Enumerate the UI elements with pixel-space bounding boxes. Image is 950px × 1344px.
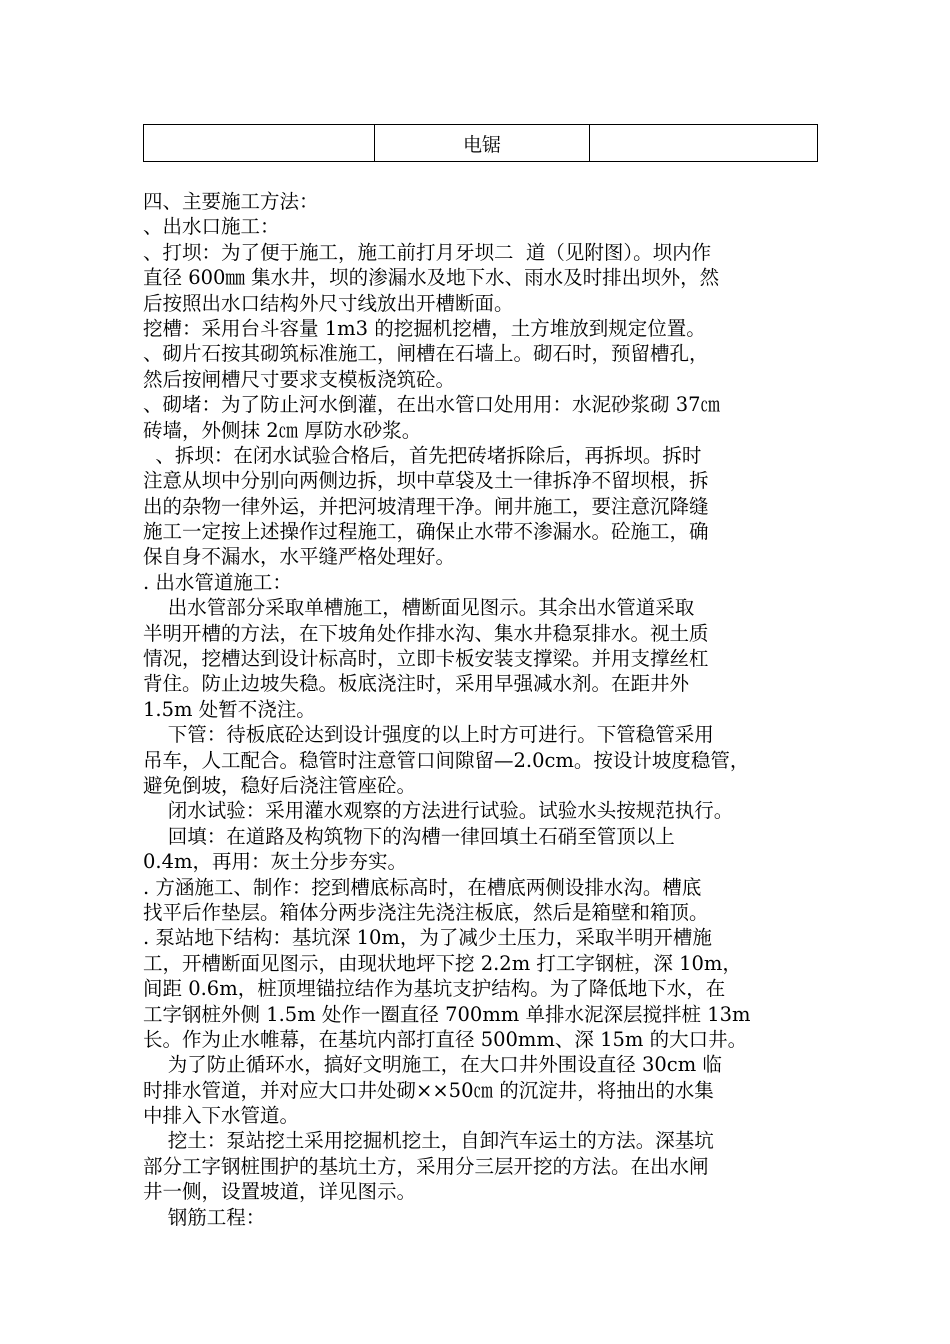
- text-line: 挖槽：采用台斗容量 1m3 的挖掘机挖槽，土方堆放到规定位置。: [143, 316, 706, 340]
- text-line: 出的杂物一律外运，并把河坡清理干净。闸井施工，要注意沉降缝: [143, 494, 709, 518]
- text-line: 闭水试验：采用灌水观察的方法进行试验。试验水头按规范执行。: [143, 799, 734, 823]
- document-body: [143, 189, 818, 1230]
- text-line: 间距 0.6m，桩顶埋锚拉结作为基坑支护结构。为了降低地下水，在: [143, 977, 726, 1001]
- text-line: 砖墙，外侧抹 2㎝ 厚防水砂浆。: [143, 418, 422, 442]
- equipment-table-row: [143, 124, 818, 162]
- text-line: 直径 600㎜ 集水井，坝的渗漏水及地下水、雨水及时排出坝外，然: [143, 266, 720, 290]
- text-line: 工，开槽断面见图示，由现状地坪下挖 2.2m 打工字钢桩，深 10m，: [143, 951, 742, 975]
- text-line: 部分工字钢桩围护的基坑土方，采用分三层开挖的方法。在出水闸: [143, 1154, 709, 1178]
- text-line: 0.4m，再用：灰土分步夯实。: [143, 850, 408, 874]
- text-line: 下管：待板底砼达到设计强度的以上时方可进行。下管稳管采用: [143, 723, 714, 747]
- text-line: 中排入下水管道。: [143, 1104, 300, 1128]
- text-line: 避免倒坡，稳好后浇注管座砼。: [143, 773, 417, 797]
- text-line: 工字钢桩外侧 1.5m 处作一圈直径 700mm 单排水泥深层搅拌桩 13m: [143, 1002, 751, 1026]
- text-line: 、砌片石按其砌筑标准施工，闸槽在石墙上。砌石时，预留槽孔，: [143, 342, 709, 366]
- text-line: 保自身不漏水，水平缝严格处理好。: [143, 545, 456, 569]
- text-line: 然后按闸槽尺寸要求支模板浇筑砼。: [143, 367, 456, 391]
- text-line: 时排水管道，并对应大口井处砌××50㎝ 的沉淀井，将抽出的水集: [143, 1078, 714, 1102]
- text-line: 为了防止循环水，搞好文明施工，在大口井外围设直径 30cm 临: [143, 1053, 722, 1077]
- text-line: 、出水口施工：: [143, 215, 280, 239]
- table-cell: [144, 125, 375, 161]
- text-line: 、砌堵：为了防止河水倒灌，在出水管口处用用：水泥砂浆砌 37㎝: [143, 393, 721, 417]
- text-line: 挖土：泵站挖土采用挖掘机挖土，自卸汽车运土的方法。深基坑: [143, 1129, 714, 1153]
- text-line: 找平后作垫层。箱体分两步浇注先浇注板底，然后是箱壁和箱顶。: [143, 900, 709, 924]
- text-line: 钢筋工程：: [143, 1205, 266, 1229]
- text-line: . 泵站地下结构：基坑深 10m，为了减少土压力，采取半明开槽施: [143, 926, 712, 950]
- text-line: 注意从坝中分别向两侧边拆，坝中草袋及土一律拆净不留坝根，拆: [143, 469, 709, 493]
- text-line: 背住。防止边坡失稳。板底浇注时，采用早强减水剂。在距井外: [143, 672, 690, 696]
- table-cell: [590, 125, 817, 161]
- text-line: 出水管部分采取单槽施工，槽断面见图示。其余出水管道采取: [143, 596, 695, 620]
- text-line: . 出水管道施工：: [143, 570, 292, 594]
- text-line: 长。作为止水帷幕，在基坑内部打直径 500mm、深 15m 的大口井。: [143, 1027, 748, 1051]
- text-line: 施工一定按上述操作过程施工，确保止水带不渗漏水。砼施工，确: [143, 520, 709, 544]
- text-line: . 方涵施工、制作：挖到槽底标高时，在槽底两侧设排水沟。槽底: [143, 875, 702, 899]
- text-line: 吊车，人工配合。稳管时注意管口间隙留—2.0cm。按设计坡度稳管，: [143, 748, 750, 772]
- table-cell-equipment: 电锯: [375, 125, 590, 161]
- text-line: 井一侧，设置坡道，详见图示。: [143, 1180, 417, 1204]
- text-line: 半明开槽的方法，在下坡角处作排水沟、集水井稳泵排水。视土质: [143, 621, 709, 645]
- text-line: 后按照出水口结构外尺寸线放出开槽断面。: [143, 291, 514, 315]
- text-line: 1.5m 处暂不浇注。: [143, 697, 316, 721]
- text-line: 、拆坝：在闭水试验合格后，首先把砖堵拆除后，再拆坝。拆时: [143, 443, 702, 467]
- text-line: 四、主要施工方法：: [143, 190, 319, 213]
- text-line: 情况，挖槽达到设计标高时，立即卡板安装支撑梁。并用支撑丝杠: [143, 647, 709, 671]
- text-line: 回填：在道路及构筑物下的沟槽一律回填土石硝至管顶以上: [143, 824, 675, 848]
- text-line: 、打坝：为了便于施工，施工前打月牙坝二 道（见附图）。坝内作: [143, 240, 712, 264]
